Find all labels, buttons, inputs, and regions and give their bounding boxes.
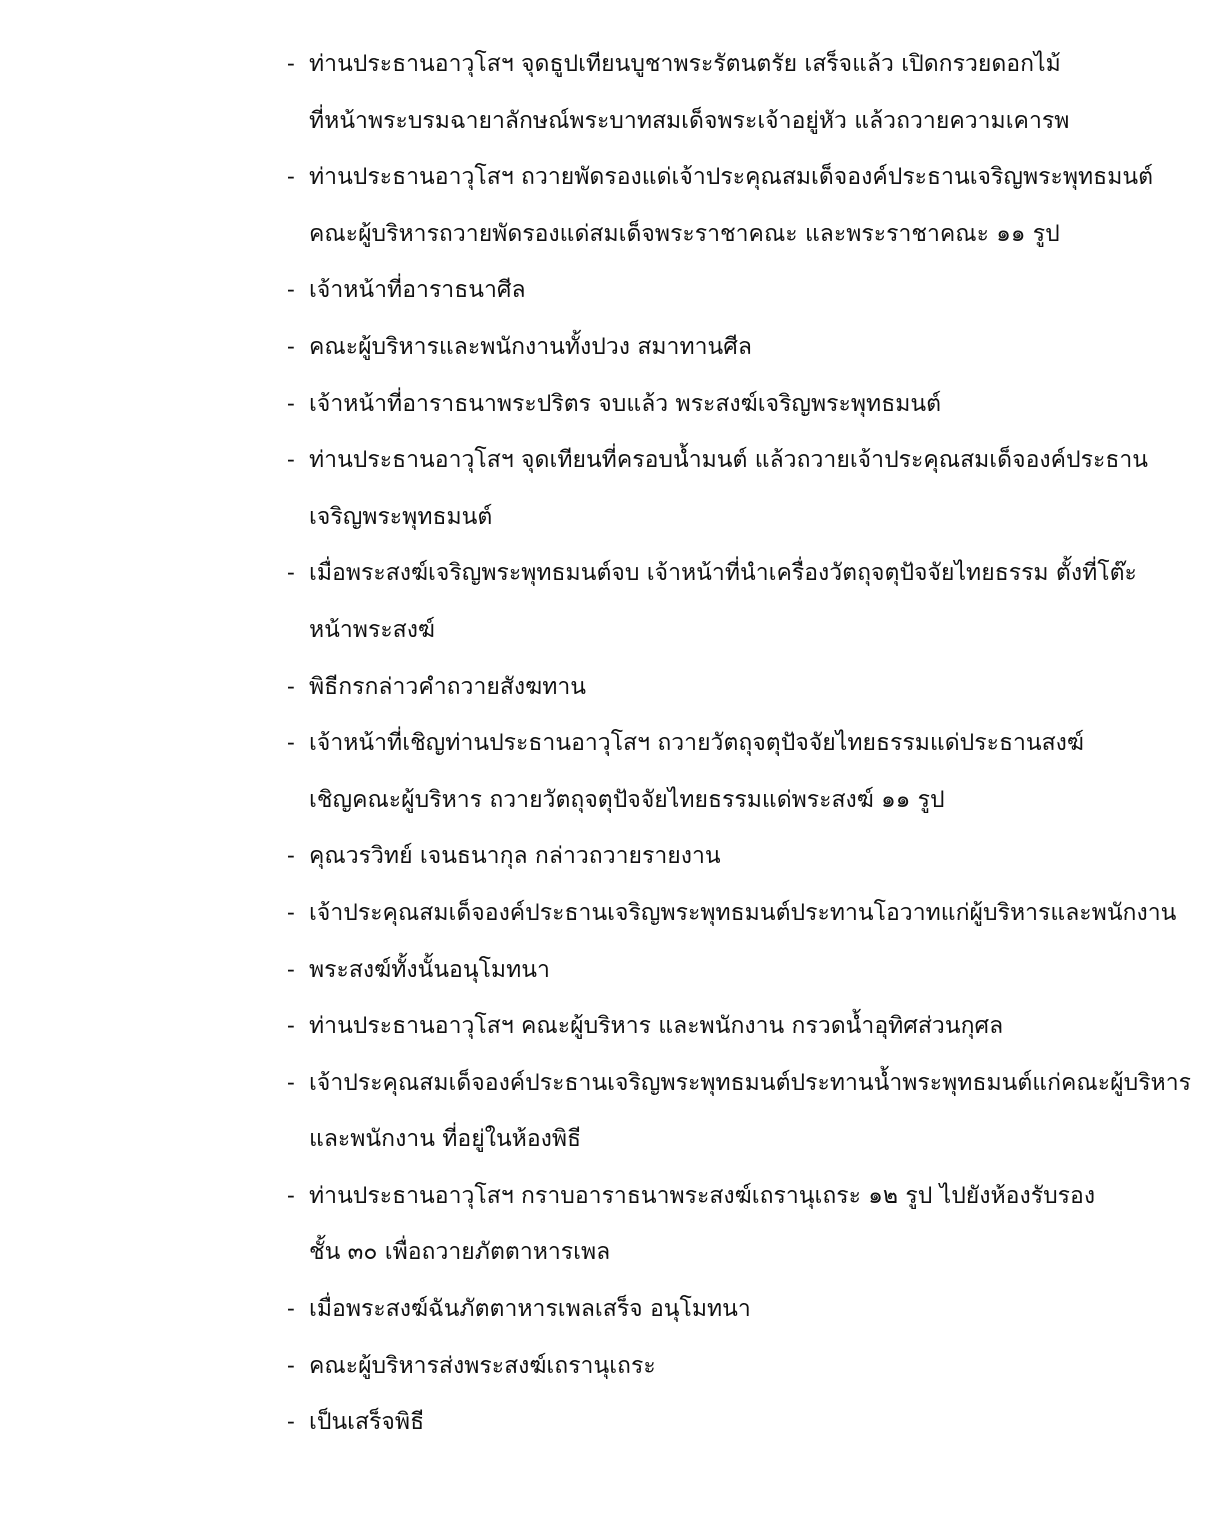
item-text <box>309 376 1167 433</box>
item-text <box>309 885 1176 942</box>
bullet-dash: - <box>287 843 295 870</box>
list-item <box>287 262 1167 319</box>
list-item <box>287 942 1167 999</box>
item-text <box>309 828 1167 885</box>
text-line: ที่หน้าพระบรมฉายาลักษณ์พระบาทสมเด็จพระเจ้าอยู่หัว แล้วถวายความเคารพ <box>309 107 1070 134</box>
item-text <box>309 545 1167 658</box>
bullet-dash: - <box>287 1409 295 1436</box>
text-line: หน้าพระสงฆ์ <box>309 616 436 643</box>
list-item <box>287 1055 1191 1168</box>
text-line: ท่านประธานอาวุโสฯ กราบอาราธนาพระสงฆ์เถรานุเถระ ๑๒ รูป ไปยังห้องรับรอง <box>309 1182 1096 1209</box>
bullet-dash: - <box>287 447 295 474</box>
text-line: เจ้าหน้าที่อาราธนาพระปริตร จบแล้ว พระสงฆ์เจริญพระพุทธมนต์ <box>309 390 942 417</box>
text-line: คณะผู้บริหารถวายพัดรองแด่สมเด็จพระราชาคณะ และพระราชาคณะ ๑๑ รูป <box>309 220 1060 247</box>
item-text <box>309 942 1167 999</box>
text-line: และพนักงาน ที่อยู่ในห้องพิธี <box>309 1126 582 1153</box>
bullet-dash: - <box>287 333 295 360</box>
text-line: เจ้าประคุณสมเด็จองค์ประธานเจริญพระพุทธมนต์ประทานน้ำพระพุทธมนต์แก่คณะผู้บริหาร <box>309 1069 1191 1096</box>
item-text <box>309 1055 1191 1168</box>
list-item <box>287 1338 1167 1395</box>
list-item <box>287 1394 1167 1451</box>
text-line: เมื่อพระสงฆ์เจริญพระพุทธมนต์จบ เจ้าหน้าที่นำเครื่องวัตถุจตุปัจจัยไทยธรรม ตั้งที่โต๊ะ <box>309 560 1137 587</box>
list-item <box>287 376 1167 433</box>
list-item <box>287 432 1167 545</box>
bullet-dash: - <box>287 1352 295 1379</box>
list-item <box>287 319 1167 376</box>
text-line: เจ้าหน้าที่เชิญท่านประธานอาวุโสฯ ถวายวัตถุจตุปัจจัยไทยธรรมแด่ประธานสงฆ์ <box>309 730 1084 757</box>
item-text <box>309 262 1167 319</box>
ceremony-steps-list <box>287 36 1191 1451</box>
text-line: ท่านประธานอาวุโสฯ จุดเทียนที่ครอบน้ำมนต์ แล้วถวายเจ้าประคุณสมเด็จองค์ประธาน <box>309 447 1148 474</box>
item-text <box>309 1281 1167 1338</box>
text-line: เชิญคณะผู้บริหาร ถวายวัตถุจตุปัจจัยไทยธรรมแด่พระสงฆ์ ๑๑ รูป <box>309 786 945 813</box>
bullet-dash: - <box>287 1296 295 1323</box>
bullet-dash: - <box>287 1182 295 1209</box>
text-line: ชั้น ๓๐ เพื่อถวายภัตตาหารเพล <box>309 1239 611 1266</box>
list-item <box>287 885 1177 942</box>
bullet-dash: - <box>287 1069 295 1096</box>
bullet-dash: - <box>287 164 295 191</box>
text-line: เจ้าประคุณสมเด็จองค์ประธานเจริญพระพุทธมนต์ประทานโอวาทแก่ผู้บริหารและพนักงาน <box>309 899 1177 926</box>
list-item <box>287 828 1167 885</box>
text-line: เจ้าหน้าที่อาราธนาศีล <box>309 277 526 304</box>
bullet-dash: - <box>287 51 295 77</box>
text-line: คุณวรวิทย์ เจนธนากุล กล่าวถวายรายงาน <box>309 843 721 870</box>
bullet-dash: - <box>287 899 295 926</box>
item-text <box>309 432 1167 545</box>
text-line: คณะผู้บริหารและพนักงานทั้งปวง สมาทานศีล <box>309 333 752 360</box>
list-item <box>287 36 1167 149</box>
item-text <box>309 1338 1167 1395</box>
text-line: เมื่อพระสงฆ์ฉันภัตตาหารเพลเสร็จ อนุโมทนา <box>309 1296 751 1323</box>
item-text <box>309 1394 1167 1451</box>
item-text <box>309 319 1167 376</box>
text-line: ท่านประธานอาวุโสฯ จุดธูปเทียนบูชาพระรัตนตรัย เสร็จแล้ว เปิดกรวยดอกไม้ <box>309 51 1061 77</box>
list-item <box>287 659 1167 716</box>
text-line: เจริญพระพุทธมนต์ <box>309 503 493 530</box>
text-line: ท่านประธานอาวุโสฯ ถวายพัดรองแด่เจ้าประคุณสมเด็จองค์ประธานเจริญพระพุทธมนต์ <box>309 164 1154 191</box>
bullet-dash: - <box>287 956 295 983</box>
item-text <box>309 715 1167 828</box>
bullet-dash: - <box>287 560 295 587</box>
bullet-dash: - <box>287 277 295 304</box>
item-text <box>309 1168 1167 1281</box>
item-text <box>309 659 1167 716</box>
list-item <box>287 1281 1167 1338</box>
text-line: ท่านประธานอาวุโสฯ คณะผู้บริหาร และพนักงาน กรวดน้ำอุทิศส่วนกุศล <box>309 1013 1004 1040</box>
bullet-dash: - <box>287 390 295 417</box>
list-item <box>287 545 1167 658</box>
bullet-dash: - <box>287 673 295 700</box>
list-item <box>287 1168 1167 1281</box>
bullet-dash: - <box>287 730 295 757</box>
item-text <box>309 998 1167 1055</box>
text-line: เป็นเสร็จพิธี <box>309 1409 425 1436</box>
text-line: พระสงฆ์ทั้งนั้นอนุโมทนา <box>309 956 550 983</box>
item-text <box>309 149 1167 262</box>
list-item <box>287 715 1167 828</box>
bullet-dash: - <box>287 1013 295 1040</box>
list-item <box>287 149 1167 262</box>
text-line: พิธีกรกล่าวคำถวายสังฆทาน <box>309 673 586 700</box>
list-item <box>287 998 1167 1055</box>
text-line: คณะผู้บริหารส่งพระสงฆ์เถรานุเถระ <box>309 1352 656 1379</box>
item-text <box>309 36 1167 149</box>
